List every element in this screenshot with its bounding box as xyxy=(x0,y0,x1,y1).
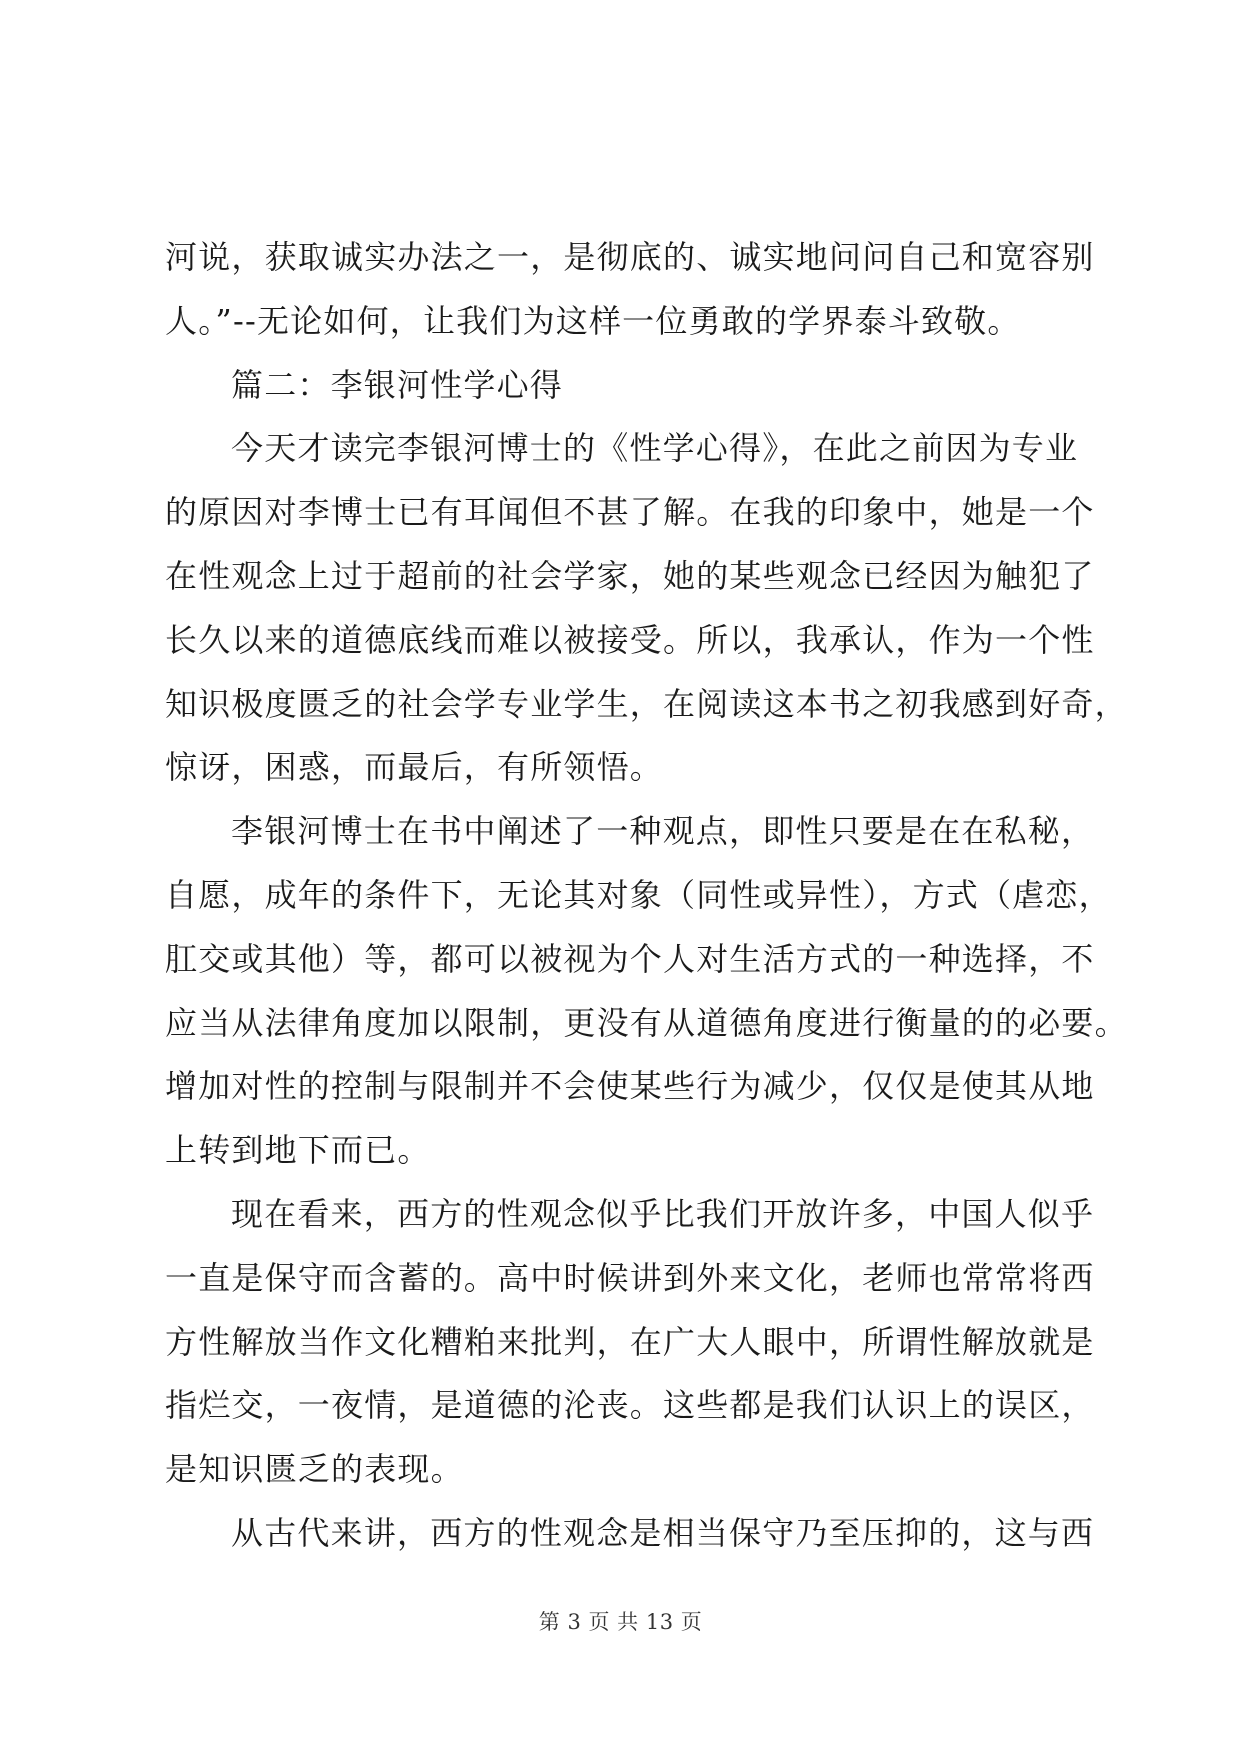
text-line: 人。”--无论如何，让我们为这样一位勇敢的学界泰斗致敬。 xyxy=(165,301,1021,340)
page-footer: 第 3 页 共 13 页 xyxy=(538,1610,703,1634)
text-line: 李银河博士在书中阐述了一种观点，即性只要是在在私秘， xyxy=(231,812,1095,851)
text-line: 增加对性的控制与限制并不会使某些行为减少，仅仅是使其从地 xyxy=(165,1067,1095,1106)
text-line: 是知识匮乏的表现。 xyxy=(165,1450,464,1489)
text-line: 惊讶，困惑，而最后，有所领悟。 xyxy=(165,748,664,787)
text-line: 在性观念上过于超前的社会学家，她的某些观念已经因为触犯了 xyxy=(165,556,1095,595)
text-line: 知识极度匮乏的社会学专业学生，在阅读这本书之初我感到好奇， xyxy=(165,684,1128,723)
text-line: 肛交或其他）等，都可以被视为个人对生活方式的一种选择，不 xyxy=(165,939,1095,978)
text-line: 上转到地下而已。 xyxy=(165,1131,431,1170)
text-line: 现在看来，西方的性观念似乎比我们开放许多，中国人似乎 xyxy=(231,1194,1095,1233)
text-line: 方性解放当作文化糟粕来批判，在广大人眼中，所谓性解放就是 xyxy=(165,1322,1095,1361)
text-line: 篇二：李银河性学心得 xyxy=(231,365,564,404)
text-line: 从古代来讲，西方的性观念是相当保守乃至压抑的，这与西 xyxy=(231,1513,1095,1552)
text-line: 长久以来的道德底线而难以被接受。所以，我承认，作为一个性 xyxy=(165,620,1095,659)
document-body xyxy=(165,226,1128,1566)
text-line: 应当从法律角度加以限制，更没有从道德角度进行衡量的的必要。 xyxy=(165,1003,1128,1042)
text-line: 河说，获取诚实办法之一，是彻底的、诚实地问问自己和宽容别 xyxy=(165,238,1095,276)
text-line: 的原因对李博士已有耳闻但不甚了解。在我的印象中，她是一个 xyxy=(165,493,1095,532)
text-line: 一直是保守而含蓄的。高中时候讲到外来文化，老师也常常将西 xyxy=(165,1258,1095,1297)
text-line: 自愿，成年的条件下，无论其对象（同性或异性），方式（虐恋， xyxy=(165,875,1112,914)
text-line: 今天才读完李银河博士的《性学心得》，在此之前因为专业 xyxy=(231,429,1079,468)
text-line: 指烂交，一夜情，是道德的沦丧。这些都是我们认识上的误区， xyxy=(165,1386,1095,1425)
